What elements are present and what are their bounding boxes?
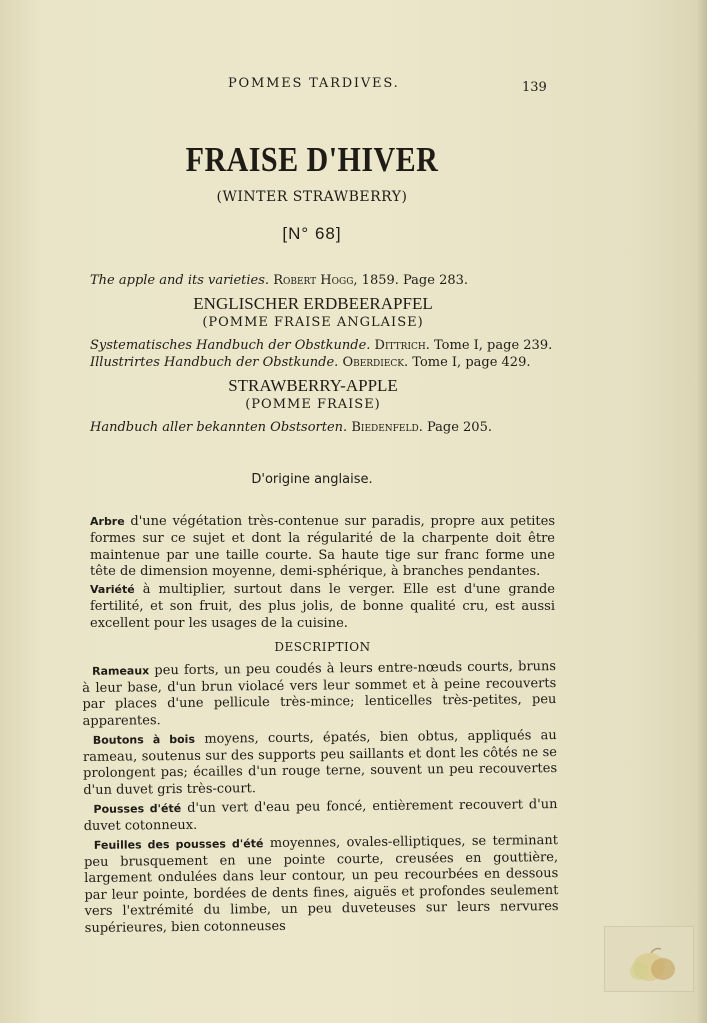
reference-dittrich <box>90 337 560 354</box>
page-number: 139 <box>522 80 547 95</box>
reference-author: Robert Hogg <box>273 273 354 288</box>
origin-line: D'origine anglaise. <box>251 472 373 487</box>
reference-work: Illustrirtes Handbuch der Obstkunde. <box>90 355 339 370</box>
paragraph-boutons <box>83 728 558 799</box>
page-subtitle: (WINTER STRAWBERRY) <box>216 189 408 205</box>
reference-work: Handbuch aller bekannten Obstsorten. <box>90 420 348 435</box>
body-text <box>90 514 555 663</box>
apple-icon <box>605 927 693 991</box>
paragraph-text: d'un vert d'eau peu foncé, entièrement recouvert d'un duvet cotonneux. <box>83 797 558 834</box>
reference-author: Dittrich <box>374 338 426 353</box>
reference-rest: . Tome I, page 239. <box>425 338 553 353</box>
paragraph-lead: Pousses d'été <box>93 801 182 816</box>
reference-rest: . Tome I, page 429. <box>404 355 531 370</box>
synonym-name: ENGLISCHER ERDBEERAPFEL <box>193 294 433 313</box>
references <box>90 272 560 436</box>
paragraph-variete <box>90 582 555 632</box>
reference-author: Oberdieck <box>342 355 405 370</box>
page-header <box>0 76 707 96</box>
reference-work: The apple and its varieties. <box>90 273 270 288</box>
paragraph-feuilles <box>84 833 559 937</box>
running-head: POMMES TARDIVES. <box>228 76 400 91</box>
page-edge-shadow <box>697 0 707 1023</box>
paragraph-arbre <box>90 514 555 581</box>
reference-hogg <box>90 272 560 289</box>
reference-rest: . Page 205. <box>418 420 492 435</box>
paragraph-lead: Arbre <box>90 515 125 528</box>
description-section <box>82 659 559 940</box>
fruit-thumbnail <box>604 926 694 992</box>
page-title: FRAISE D'HIVER <box>185 140 439 179</box>
paragraph-rameaux <box>82 659 557 730</box>
synonym-translation: (POMME FRAISE) <box>245 397 381 412</box>
synonym-translation: (POMME FRAISE ANGLAISE) <box>202 315 424 330</box>
paragraph-lead: Variété <box>90 583 135 597</box>
paragraph-pousses <box>83 797 557 835</box>
variety-number: [N° 68] <box>282 224 342 243</box>
synonym-name: STRAWBERRY-APPLE <box>228 376 398 395</box>
paragraph-text: moyens, courts, épatés, bien obtus, appliqués au rameau, soutenus sur des supports peu saillants et dont les côtés ne se prolongent pas; écailles d'un rouge terne, souvent un peu recouvertes d'un duvet gris très-court. <box>82 728 558 798</box>
reference-rest: , 1859. Page 283. <box>353 273 469 288</box>
paragraph-lead: Boutons à bois <box>92 732 196 747</box>
reference-work: Systematisches Handbuch der Obstkunde. <box>90 338 371 353</box>
paragraph-text: moyennes, ovales-elliptiques, se terminant peu brusquement en une pointe courte, creusées en gouttière, largement ondulées dans leur contour, un peu recourbées en dessous par leur pointe, bordées de dents fines, aiguës et profondes seulement vers l'extrémité du limbe, un peu duveteuses sur leurs nervures supérieures, bien cotonneuses <box>83 833 559 936</box>
reference-author: Biedenfeld <box>351 420 419 435</box>
paragraph-lead: Rameaux <box>92 664 150 678</box>
reference-biedenfeld <box>90 419 560 436</box>
paragraph-text: à multiplier, surtout dans le verger. Elle est d'une grande fertilité, et son fruit, des plus jolis, de bonne qualité cru, est aussi excellent pour les usages de la cuisine. <box>90 582 555 631</box>
paragraph-lead: Feuilles des pousses d'été <box>93 837 264 852</box>
paragraph-text: d'une végétation très-contenue sur paradis, propre aux petites formes sur ce sujet et dont la régularité de la charpente doit être maintenue par une taille courte. Sa haute tige sur franc forme une tête de dimension moyenne, demi-sphérique, à branches pendantes. <box>90 514 555 580</box>
paragraph-text: peu forts, un peu coudés à leurs entre-nœuds courts, bruns à leur base, d'un brun violacé vers leur sommet et à peine recouverts par places d'une pellicule très-mince; lenticelles très-petites, peu apparentes. <box>82 659 557 729</box>
description-heading: DESCRIPTION <box>274 639 371 654</box>
reference-oberdieck <box>90 354 560 371</box>
